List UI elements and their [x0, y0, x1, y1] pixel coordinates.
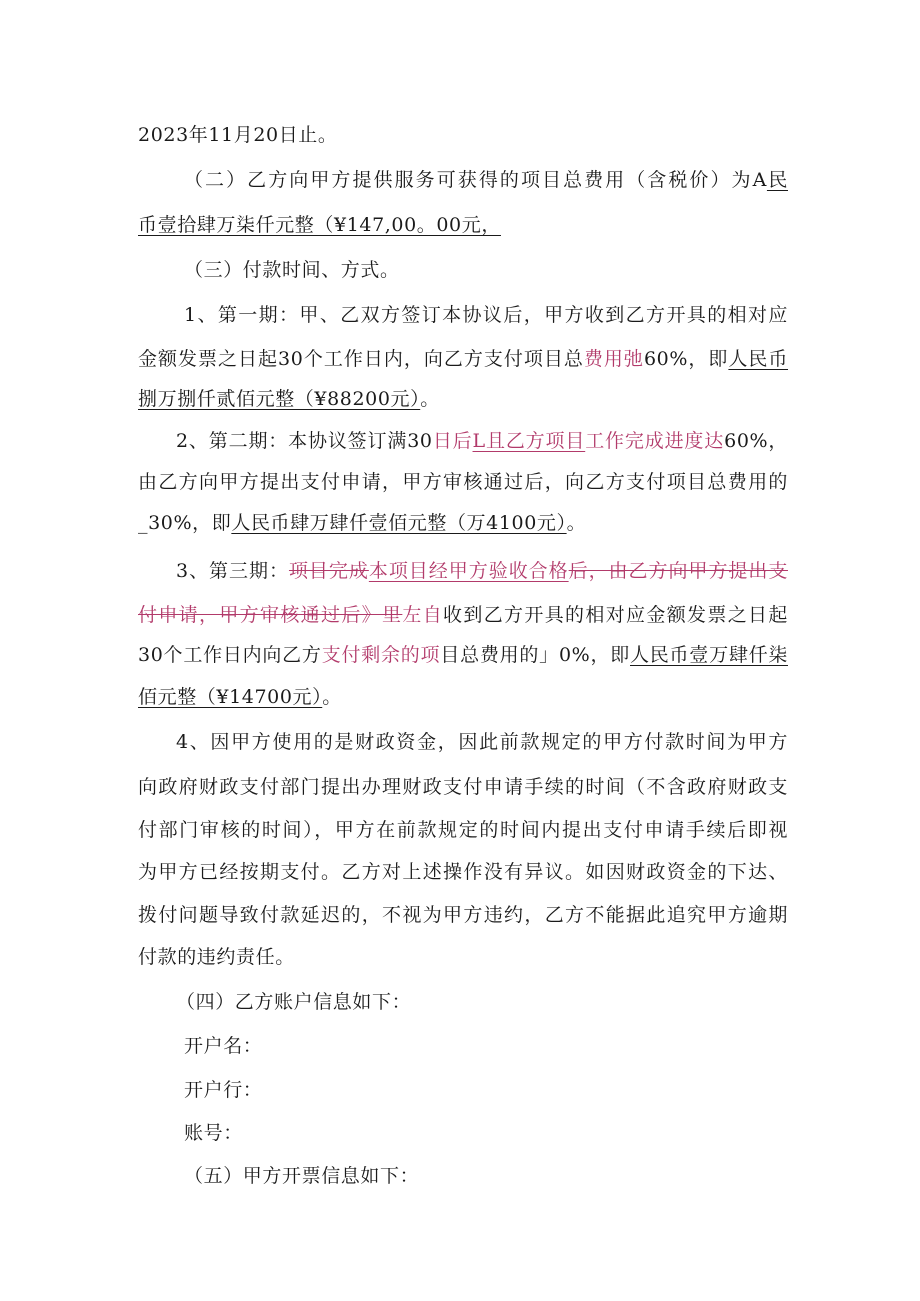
- clause-2-text: （二）乙方向甲方提供服务可获得的项目总费用（含税价）为A: [184, 169, 767, 191]
- clause-4-line-5: [138, 900, 788, 930]
- phase-1-amount-start: 人民币: [728, 348, 789, 370]
- phase-2-line-2: [138, 467, 788, 497]
- phase-1-line-2: [138, 344, 788, 374]
- clause-4-line-2: [138, 772, 788, 802]
- phase-1-line-1: [184, 300, 788, 330]
- clause-4-text-4: 为甲方已经按期支付。乙方对上述操作没有异议。如因财政资金的下达、: [138, 861, 788, 883]
- phase-3-deleted-1: 项目完成: [288, 560, 369, 582]
- end-date-line: [138, 120, 788, 150]
- invoice-info-heading: [184, 1161, 788, 1191]
- account-name-line: [184, 1031, 788, 1061]
- phase-3-revision-2: 支付剩余的项: [321, 644, 441, 666]
- phase-3-revision: 左自: [402, 604, 444, 626]
- clause-4-text-3: 付部门审核的时间），甲方在前款规定的时间内提出支付申请手续后即视: [138, 819, 788, 841]
- phase-1-percent: 60%，即: [643, 348, 729, 370]
- phase-2-revision-1: 日后: [432, 430, 473, 452]
- clause-4-text-6: 付款的违约责任。: [138, 946, 295, 968]
- clause-2-line-2: [138, 210, 788, 240]
- clause-4-text-5: 拨付问题导致付款延迟的，不视为甲方违约，乙方不能据此追究甲方逾期: [138, 904, 788, 926]
- account-bank-label: 开户行：: [184, 1079, 263, 1101]
- phase-2-revision-3: 工作完成进度达: [585, 430, 725, 452]
- phase-3-end: 。: [322, 686, 342, 708]
- phase-1-text: 1、第一期：甲、乙双方签订本协议后，甲方收到乙方开具的相对应: [184, 304, 788, 326]
- phase-2-revision-2: L且乙方项目: [472, 430, 586, 452]
- phase-2-line-3: [138, 508, 788, 538]
- phase-3-line-2: [138, 600, 788, 630]
- phase-2-end: 。: [566, 512, 587, 534]
- end-date-text: 2023年11月20日止。: [138, 124, 338, 146]
- phase-2-line-1: [176, 426, 788, 456]
- phase-1-revision: 费用弛: [583, 348, 644, 370]
- phase-3-amount: 佰元整（¥14700元）: [138, 686, 323, 708]
- account-number-label: 账号：: [184, 1122, 243, 1144]
- invoice-info-title: （五）甲方开票信息如下：: [184, 1165, 420, 1187]
- phase-3-text-a: 3、第三期：: [176, 560, 289, 582]
- clause-2-line-1: [184, 165, 788, 195]
- phase-2-amount: 人民币肆万肆仟壹佰元整（万4100元）: [231, 512, 567, 534]
- phase-3-amount-start: 人民币壹万肆仟柒: [630, 644, 788, 666]
- phase-3-percent: 目总费用的」0%，即: [440, 644, 630, 666]
- account-info-heading: [176, 987, 788, 1017]
- account-info-title: （四）乙方账户信息如下：: [176, 991, 412, 1013]
- phase-1-line-3: [138, 384, 788, 414]
- phase-2-text-a: 2、第二期：本协议签订满30: [176, 430, 433, 452]
- phase-3-line-4: [138, 682, 788, 712]
- total-fee-amount: 币壹拾肆万柒仟元整（¥147,00。00元，: [138, 214, 501, 236]
- phase-3-inserted: 本项目经甲方验收合格: [368, 560, 569, 582]
- clause-3-title: （三）付款时间、方式。: [184, 259, 400, 281]
- phase-3-text-b: 收到乙方开具的相对应金额发票之日起: [443, 604, 788, 626]
- phase-3-line-1: [176, 556, 788, 586]
- account-name-label: 开户名：: [184, 1035, 263, 1057]
- clause-4-text-1: 4、因甲方使用的是财政资金，因此前款规定的甲方付款时间为甲方: [176, 731, 788, 753]
- clause-4-text-2: 向政府财政支付部门提出办理财政支付申请手续的时间（不含政府财政支: [138, 776, 788, 798]
- phase-3-deleted-3: 付申请，甲方审核通过后》里: [138, 604, 403, 626]
- phase-2-text: 由乙方向甲方提出支付申请，甲方审核通过后，向乙方支付项目总费用的: [138, 471, 788, 493]
- phase-1-end: 。: [420, 388, 440, 410]
- clause-3-heading: [184, 255, 788, 285]
- phase-3-text-c: 30个工作日内向乙方: [138, 644, 322, 666]
- account-bank-line: [184, 1075, 788, 1105]
- clause-4-line-1: [176, 727, 788, 757]
- phase-3-deleted-2: 后，由乙方向甲方提出支: [568, 560, 788, 582]
- clause-4-line-3: [138, 815, 788, 845]
- phase-2-percent: 60%，: [724, 430, 788, 452]
- phase-2-text-b: _30%，即: [138, 512, 232, 534]
- phase-1-text-a: 金额发票之日起30个工作日内，向乙方支付项目总: [138, 348, 584, 370]
- account-number-line: [184, 1118, 788, 1148]
- clause-4-line-6: [138, 942, 788, 972]
- clause-2-underlined: 民: [766, 169, 788, 191]
- clause-4-line-4: [138, 857, 788, 887]
- phase-3-line-3: [138, 640, 788, 670]
- phase-1-amount: 捌万捌仟贰佰元整（¥88200元）: [138, 388, 421, 410]
